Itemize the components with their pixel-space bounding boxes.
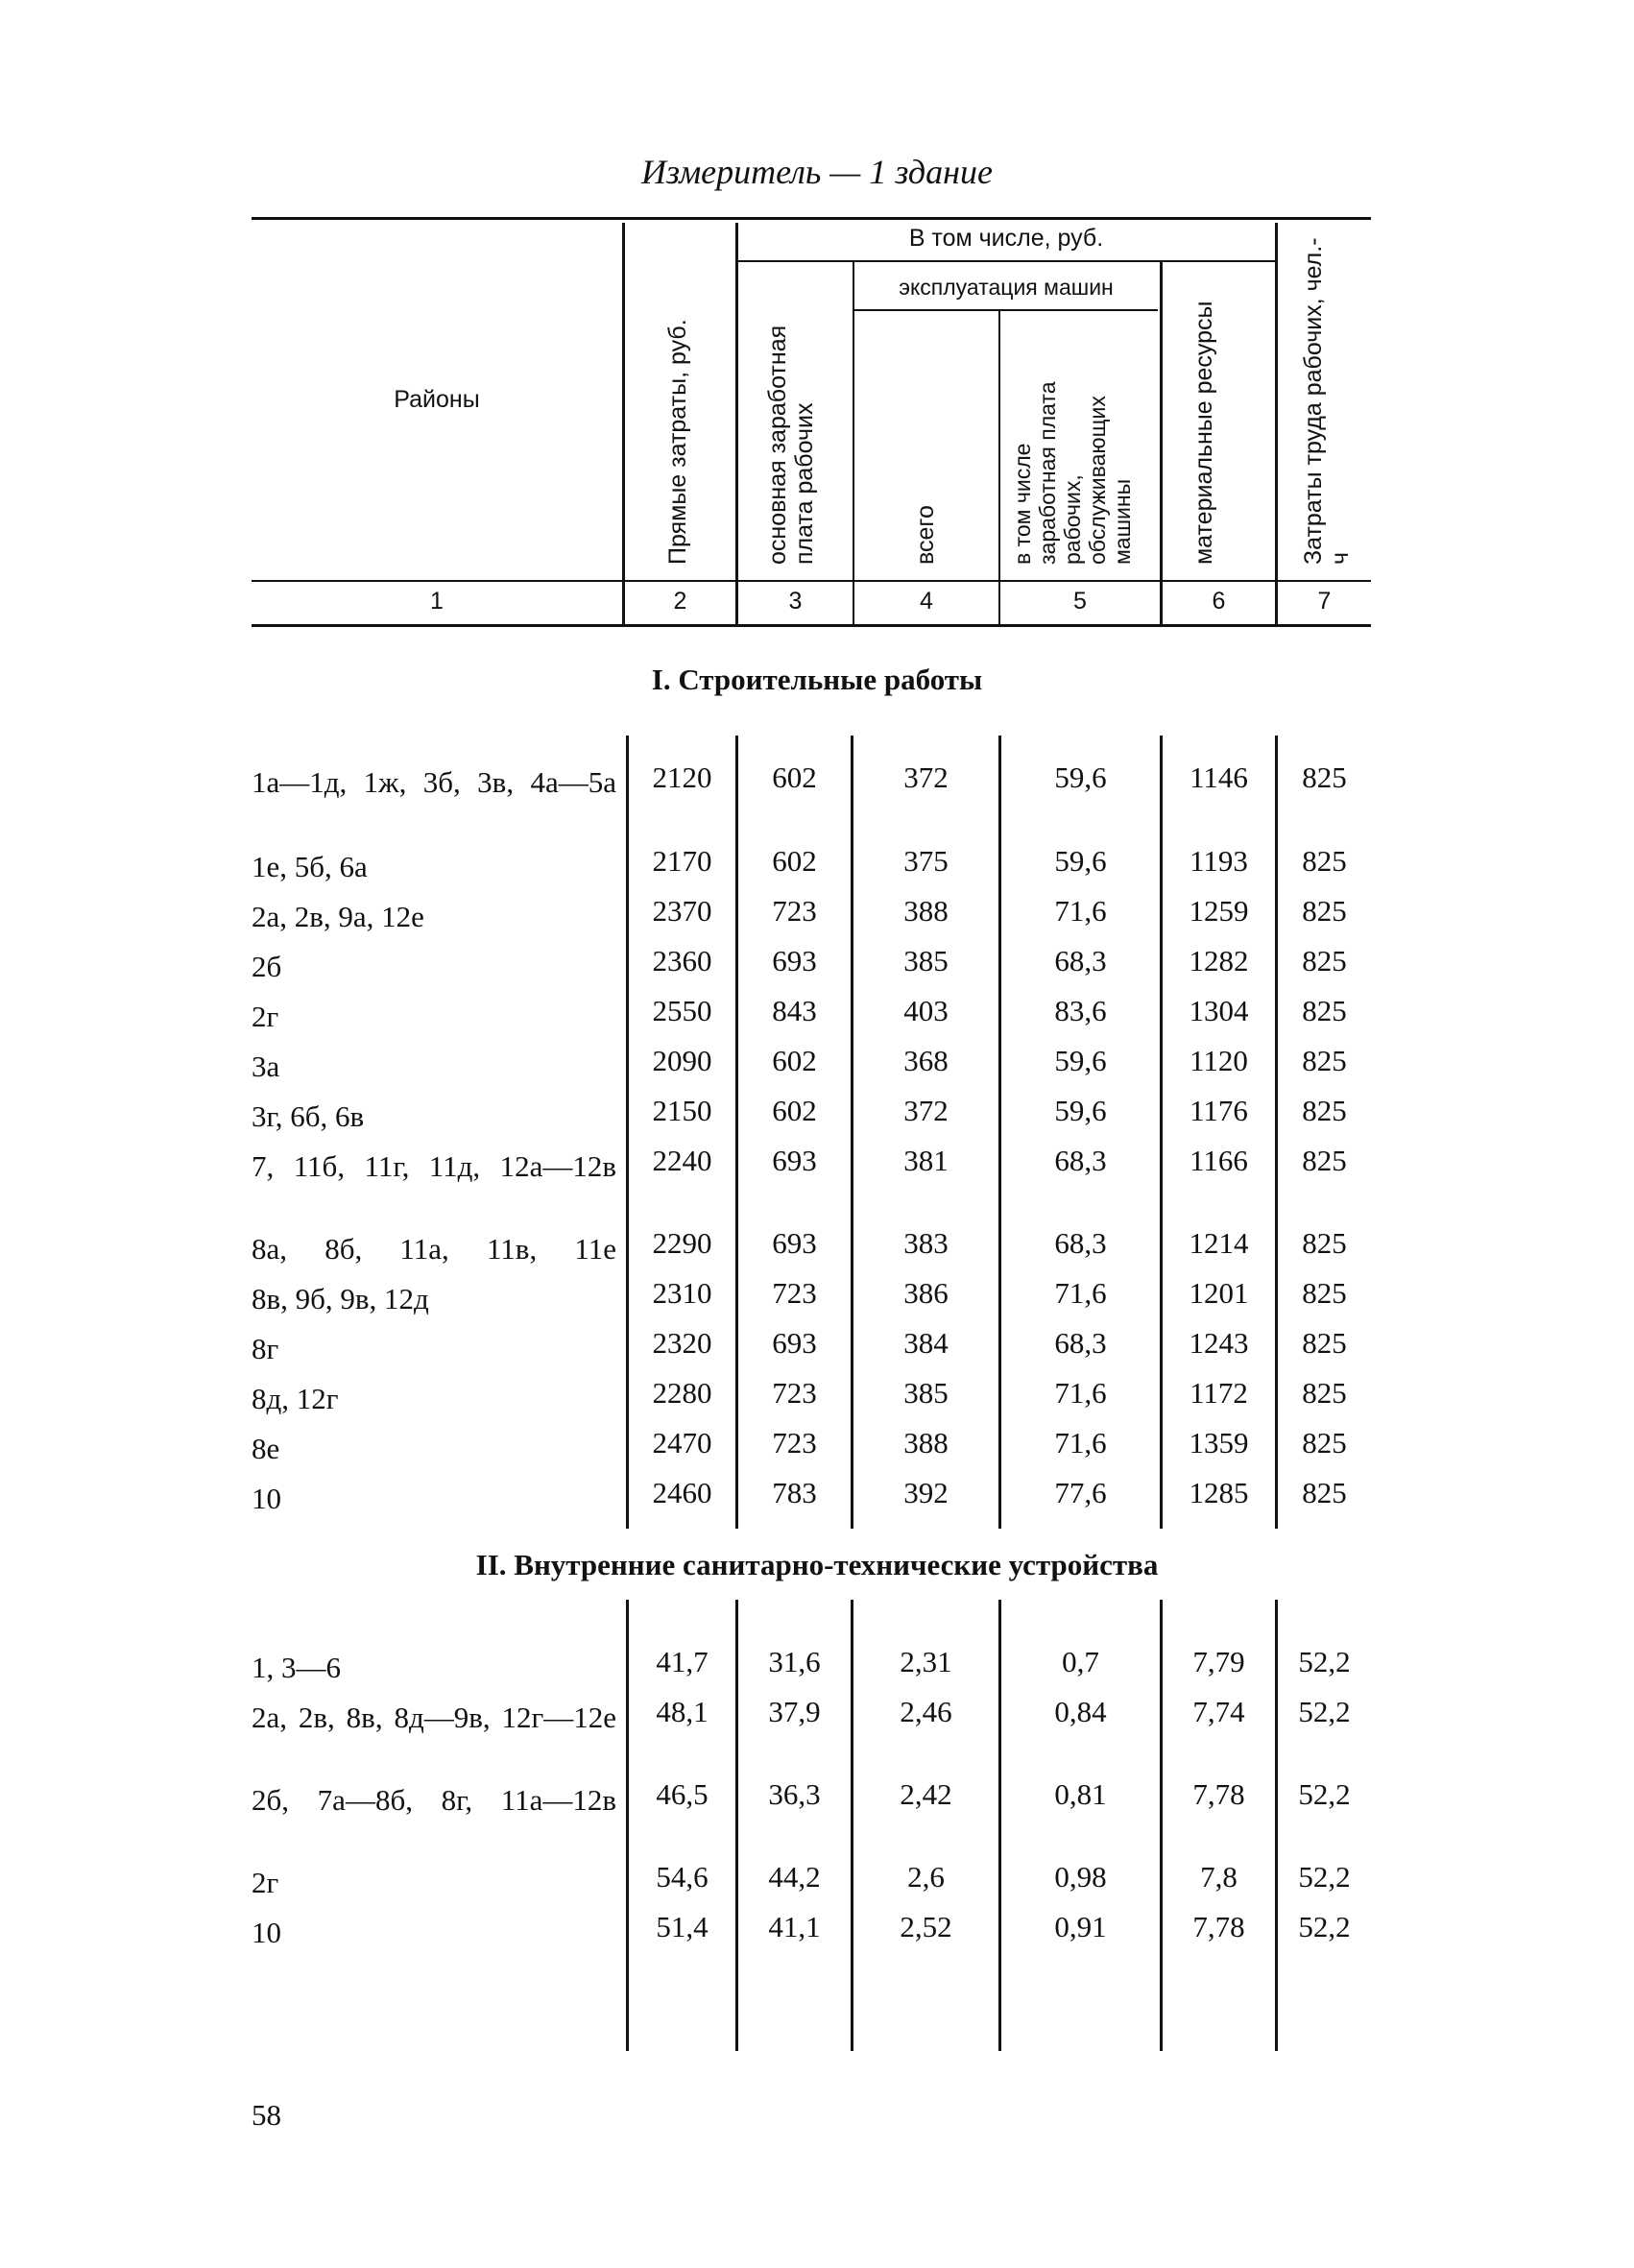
section-2-row-1-col-7: 52,2 [1298, 1645, 1351, 1678]
section-1-row-13-col-6: 1359 [1189, 1426, 1249, 1460]
section-1-row-1-col-4: 372 [903, 760, 949, 794]
section-1-row-5-col-7: 825 [1302, 994, 1347, 1027]
section-1-row-12-col-2: 2280 [652, 1376, 712, 1410]
header-divider-1 [622, 223, 625, 624]
section-1-row-9-col-4: 383 [903, 1226, 949, 1260]
section-2-row-3-col-7: 52,2 [1298, 1777, 1351, 1811]
section-1-row-10-col-4: 386 [903, 1276, 949, 1310]
section-1-row-1-col-2: 2120 [652, 760, 712, 794]
section-1-row-14-label: 10 [252, 1482, 281, 1515]
section-1-row-12-label: 8д, 12г [252, 1382, 339, 1415]
page-title: Измеритель — 1 здание [641, 153, 993, 191]
section-1-row-12-col-3: 723 [772, 1376, 817, 1410]
column-number-1: 1 [430, 588, 444, 615]
section-1-row-12-col-6: 1172 [1189, 1376, 1248, 1410]
section-1-row-1-col-6: 1146 [1189, 760, 1248, 794]
section-2-row-2-col-3: 37,9 [768, 1695, 821, 1728]
section-2-row-1-col-2: 41,7 [656, 1645, 709, 1678]
section-1-row-9-col-6: 1214 [1189, 1226, 1249, 1260]
section-1-row-7-col-4: 372 [903, 1094, 949, 1127]
section-2-row-2-col-7: 52,2 [1298, 1695, 1351, 1728]
section-1-row-1-col-7: 825 [1302, 760, 1347, 794]
column-number-5: 5 [1073, 588, 1087, 615]
section-1-row-7-col-7: 825 [1302, 1094, 1347, 1127]
section-1-row-13-col-5: 71,6 [1054, 1426, 1107, 1460]
section-1-row-11-col-2: 2320 [652, 1326, 712, 1360]
section-1-row-4-col-4: 385 [903, 944, 949, 977]
section-2-row-2-col-6: 7,74 [1192, 1695, 1245, 1728]
header-direct-costs: Прямые затраты, руб. [664, 319, 691, 565]
column-number-3: 3 [788, 588, 803, 615]
section-2-row-5-label: 10 [252, 1916, 281, 1949]
section-2-row-1-col-5: 0,7 [1062, 1645, 1099, 1678]
header-divider-2 [735, 223, 738, 624]
section-1-row-6-col-3: 602 [772, 1044, 817, 1077]
section-2-row-3-col-2: 46,5 [656, 1777, 709, 1811]
column-number-4: 4 [920, 588, 933, 615]
section-2-row-5-col-4: 2,52 [900, 1910, 952, 1943]
column-number-6: 6 [1212, 588, 1226, 615]
section-1-row-4-col-3: 693 [772, 944, 817, 977]
section-1-row-11-col-4: 384 [903, 1326, 949, 1360]
header-divider-4 [998, 311, 1000, 624]
section-1-row-11-col-6: 1243 [1189, 1326, 1249, 1360]
section-2-row-4-col-6: 7,8 [1200, 1860, 1238, 1894]
section-1-row-13-col-3: 723 [772, 1426, 817, 1460]
section-1-row-9-col-3: 693 [772, 1226, 817, 1260]
section-1-row-8-col-5: 68,3 [1054, 1144, 1107, 1177]
section-1-row-13-col-2: 2470 [652, 1426, 712, 1460]
section-1-row-4-col-7: 825 [1302, 944, 1347, 977]
section-1-row-3-col-6: 1259 [1189, 894, 1249, 928]
section-1-row-14-col-6: 1285 [1189, 1476, 1249, 1509]
section-2-row-4-label: 2г [252, 1866, 279, 1899]
section-1-row-8-col-6: 1166 [1189, 1144, 1248, 1177]
section-1-row-7-col-5: 59,6 [1054, 1094, 1107, 1127]
section-1-row-4-label: 2б [252, 950, 282, 983]
section-1-row-7-label: 3г, 6б, 6в [252, 1099, 365, 1133]
section-1-row-1-col-5: 59,6 [1054, 760, 1107, 794]
header-total: всего [912, 505, 939, 565]
section-2-row-1-col-4: 2,31 [900, 1645, 952, 1678]
section-1-row-4-col-6: 1282 [1189, 944, 1249, 977]
section-1-row-6-col-4: 368 [903, 1044, 949, 1077]
section-2-row-3-col-3: 36,3 [768, 1777, 821, 1811]
section-1-row-2-col-6: 1193 [1189, 844, 1248, 878]
section-1-row-7-col-3: 602 [772, 1094, 817, 1127]
section-1-title: I. Строительные работы [651, 663, 983, 696]
section-1-row-8-col-7: 825 [1302, 1144, 1347, 1177]
section-1-row-12-col-7: 825 [1302, 1376, 1347, 1410]
section-2-row-1-label: 1, 3—6 [252, 1651, 341, 1684]
section-1-row-3-col-2: 2370 [652, 894, 712, 928]
section-1-row-10-col-7: 825 [1302, 1276, 1347, 1310]
section-2-row-5-col-5: 0,91 [1054, 1910, 1107, 1943]
section-1-row-14-col-4: 392 [903, 1476, 949, 1509]
section-1-row-4-col-2: 2360 [652, 944, 712, 977]
section-2-row-4-col-5: 0,98 [1054, 1860, 1107, 1894]
section-1-row-2-col-5: 59,6 [1054, 844, 1107, 878]
section-1-row-12-col-4: 385 [903, 1376, 949, 1410]
section-2-row-3-col-5: 0,81 [1054, 1777, 1107, 1811]
section-1-row-14-col-2: 2460 [652, 1476, 712, 1509]
section-1-row-3-col-4: 388 [903, 894, 949, 928]
section-1-row-9-col-7: 825 [1302, 1226, 1347, 1260]
section-1-row-2-label: 1е, 5б, 6а [252, 850, 368, 883]
section-2-row-1-col-3: 31,6 [768, 1645, 821, 1678]
header-divider-5 [1160, 262, 1163, 624]
section-1-row-5-col-3: 843 [772, 994, 817, 1027]
section-1-row-2-col-7: 825 [1302, 844, 1347, 878]
section-1-row-9-label: 8а, 8б, 11а, 11в, 11е [252, 1232, 616, 1266]
section-1-row-8-label: 7, 11б, 11г, 11д, 12а—12в [252, 1149, 616, 1183]
section-1-row-8-col-3: 693 [772, 1144, 817, 1177]
header-divider-3 [853, 262, 854, 624]
section-1-row-10-col-3: 723 [772, 1276, 817, 1310]
section-2-row-3-col-4: 2,42 [900, 1777, 952, 1811]
section-1-row-5-col-5: 83,6 [1054, 994, 1107, 1027]
section-1-row-14-col-5: 77,6 [1054, 1476, 1107, 1509]
header-divider-6 [1275, 223, 1278, 624]
section-1-row-2-col-4: 375 [903, 844, 949, 878]
column-number-2: 2 [673, 588, 687, 615]
header-materials: материальные ресурсы [1190, 301, 1217, 565]
column-numbers-rule [252, 624, 1371, 627]
header-group: В том числе, руб. [908, 225, 1104, 252]
section-1-row-10-label: 8в, 9б, 9в, 12д [252, 1282, 429, 1315]
section-2-title: II. Внутренние санитарно-технические устройства [475, 1548, 1159, 1581]
header-districts: Районы [394, 386, 480, 413]
section-2-row-5-col-3: 41,1 [768, 1910, 821, 1943]
section-2-row-4-col-2: 54,6 [656, 1860, 709, 1894]
section-1-row-6-col-5: 59,6 [1054, 1044, 1107, 1077]
section-1-row-6-col-2: 2090 [652, 1044, 712, 1077]
header-machine-wages: в том числе заработная плата рабочих, обслуживающих машины [1010, 381, 1135, 565]
section-1-row-10-col-6: 1201 [1189, 1276, 1249, 1310]
section-2-row-5-col-2: 51,4 [656, 1910, 709, 1943]
section-2-row-5-col-6: 7,78 [1192, 1910, 1245, 1943]
section-1-row-1-label: 1а—1д, 1ж, 3б, 3в, 4а—5а [252, 765, 616, 799]
section-1-row-10-col-2: 2310 [652, 1276, 712, 1310]
section-1-row-3-label: 2а, 2в, 9а, 12е [252, 900, 424, 933]
section-1-row-8-col-4: 381 [903, 1144, 949, 1177]
section-2-row-2-label: 2а, 2в, 8в, 8д—9в, 12г—12е [252, 1701, 616, 1734]
section-1-row-6-label: 3а [252, 1050, 280, 1083]
header-bottom-rule [252, 580, 1371, 582]
section-1-row-7-col-6: 1176 [1189, 1094, 1248, 1127]
section-1-row-11-col-3: 693 [772, 1326, 817, 1360]
section-2-row-2-col-4: 2,46 [900, 1695, 952, 1728]
section-1-row-10-col-5: 71,6 [1054, 1276, 1107, 1310]
header-machines: эксплуатация машин [899, 275, 1114, 300]
machines-rule [854, 309, 1158, 311]
section-1-row-1-col-3: 602 [772, 760, 817, 794]
section-2-row-4-col-4: 2,6 [907, 1860, 945, 1894]
section-1-row-5-col-6: 1304 [1189, 994, 1249, 1027]
section-1-row-6-col-7: 825 [1302, 1044, 1347, 1077]
section-2-row-2-col-5: 0,84 [1054, 1695, 1107, 1728]
section-1-row-2-col-3: 602 [772, 844, 817, 878]
header-wages: основная заработная плата рабочих [764, 325, 818, 565]
column-number-7: 7 [1317, 588, 1332, 615]
section-1-row-3-col-5: 71,6 [1054, 894, 1107, 928]
header-labor: Затраты труда рабочих, чел.-ч [1300, 237, 1354, 565]
section-2-row-3-label: 2б, 7а—8б, 8г, 11а—12в [252, 1783, 616, 1817]
section-2-row-1-col-6: 7,79 [1192, 1645, 1245, 1678]
section-1-row-12-col-5: 71,6 [1054, 1376, 1107, 1410]
section-2-row-4-col-7: 52,2 [1298, 1860, 1351, 1894]
header-top-rule [252, 217, 1371, 220]
section-1-row-3-col-7: 825 [1302, 894, 1347, 928]
section-1-row-8-col-2: 2240 [652, 1144, 712, 1177]
group-rule [737, 260, 1277, 262]
section-1-row-4-col-5: 68,3 [1054, 944, 1107, 977]
section-2-row-2-col-2: 48,1 [656, 1695, 709, 1728]
section-1-row-11-col-5: 68,3 [1054, 1326, 1107, 1360]
section-1-row-9-col-2: 2290 [652, 1226, 712, 1260]
section-1-row-2-col-2: 2170 [652, 844, 712, 878]
section-1-row-14-col-3: 783 [772, 1476, 817, 1509]
section-1-row-11-col-7: 825 [1302, 1326, 1347, 1360]
section-1-row-3-col-3: 723 [772, 894, 817, 928]
section-1-row-13-label: 8е [252, 1432, 280, 1465]
section-2-row-4-col-3: 44,2 [768, 1860, 821, 1894]
section-1-row-6-col-6: 1120 [1189, 1044, 1248, 1077]
section-1-row-5-col-2: 2550 [652, 994, 712, 1027]
section-1-row-5-label: 2г [252, 1000, 279, 1033]
section-1-row-5-col-4: 403 [903, 994, 949, 1027]
section-1-row-9-col-5: 68,3 [1054, 1226, 1107, 1260]
section-1-row-13-col-4: 388 [903, 1426, 949, 1460]
section-1-row-13-col-7: 825 [1302, 1426, 1347, 1460]
section-2-row-3-col-6: 7,78 [1192, 1777, 1245, 1811]
section-1-row-7-col-2: 2150 [652, 1094, 712, 1127]
section-1-row-11-label: 8г [252, 1332, 279, 1365]
section-1-row-14-col-7: 825 [1302, 1476, 1347, 1509]
section-2-row-5-col-7: 52,2 [1298, 1910, 1351, 1943]
page-number: 58 [252, 2098, 281, 2132]
